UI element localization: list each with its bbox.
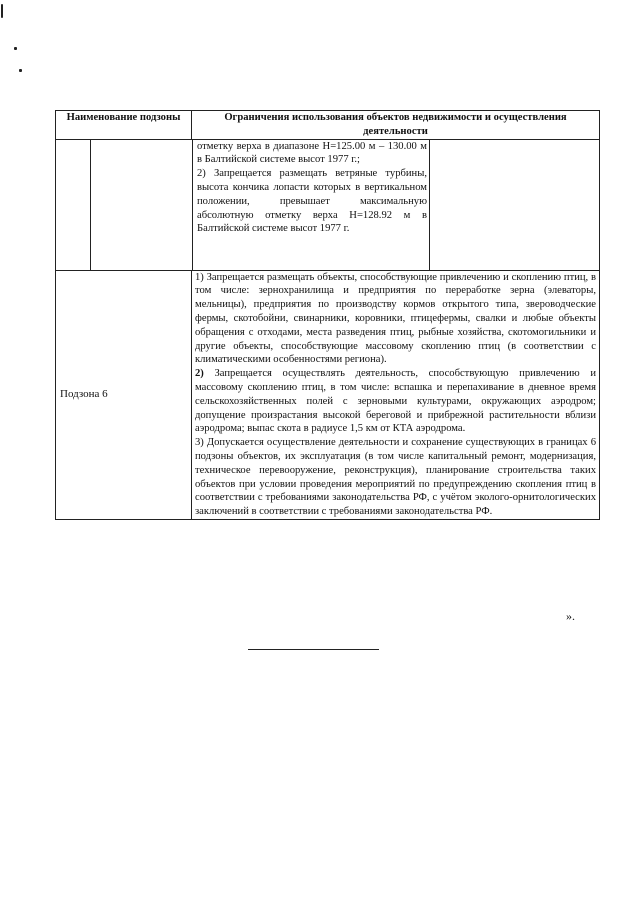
zone-row bbox=[56, 270, 600, 519]
scan-speck bbox=[19, 69, 22, 72]
zone-restrictions-cell bbox=[192, 270, 600, 519]
continuation-text bbox=[193, 140, 430, 270]
zone-name-cell: Подзона 6 bbox=[56, 270, 192, 519]
continuation-cell bbox=[56, 139, 600, 270]
scan-speck bbox=[14, 47, 17, 50]
continuation-line-2: 2) Запрещается размещать ветряные турбины, высота кончика лопасти которых в вертикальном положении, превышает максимальную абсолютную отметку верха Н=128.92 м в Балтийской системе высот 1977 г. bbox=[197, 168, 427, 235]
continuation-line-1: отметку верха в диапазоне Н=125.00 м – 130.00 м в Балтийской системе высот 1977 г.; bbox=[197, 140, 427, 166]
header-restrictions: Ограничения использования объектов недвижимости и осуществления деятельности bbox=[192, 111, 600, 140]
scan-edge-mark bbox=[1, 4, 3, 18]
zone-item-1: 1) Запрещается размещать объекты, способствующие привлечению и скоплению птиц, в том числе: зернохранилища и предприятия по переработке зерна (элеваторы, мельницы), предприятия по производству кормов открытого типа, звероводческие фермы, скотобойни, свинарники, коровники, птицефермы, свалки и любые объекты обращения с отходами, места разведения птиц, рыбные хозяйства, скотомогильники и другие объекты, способствующие массовому скоплению птиц (в соответствии с климатическими особенностями региона). bbox=[195, 271, 596, 366]
end-rule bbox=[248, 649, 379, 650]
zone-item-2-text: Запрещается осуществлять деятельность, способствующую привлечению и массовому скоплению птиц, в том числе: вспашка и перепахивание в дневное время сельскохозяйственных полей с зерновыми культурами, окружающих аэродром; допущение произрастания высокой береговой и прибрежной растительности вблизи аэродрома; выпас скота в радиусе 1,5 км от КТА аэродрома. bbox=[195, 368, 596, 435]
zone-item-2-num: 2) bbox=[195, 368, 204, 380]
continuation-empty-col-2 bbox=[91, 140, 193, 270]
continuation-row bbox=[56, 139, 600, 270]
continuation-empty-col bbox=[56, 140, 91, 270]
table-header-row bbox=[56, 111, 600, 140]
zone-item-2 bbox=[195, 367, 596, 436]
zone-item-3: 3) Допускается осуществление деятельности и сохранение существующих в границах 6 подзоны объектов, их эксплуатация (в том числе капитальный ремонт, модернизация, техническое перевооружение, реконструкция), планирование строительства таких объектов при условии проведения мероприятий по предупреждению скопления птиц в соответствии с требованиями законодательства РФ, с учётом эколого-орнитологических заключений в соответствии с требованиями законодательства РФ. bbox=[195, 437, 596, 518]
restrictions-table bbox=[55, 110, 600, 520]
closing-quote-mark: ». bbox=[566, 609, 575, 623]
continuation-empty-col-3 bbox=[430, 140, 599, 270]
header-subzone-name: Наименование подзоны bbox=[56, 111, 192, 140]
